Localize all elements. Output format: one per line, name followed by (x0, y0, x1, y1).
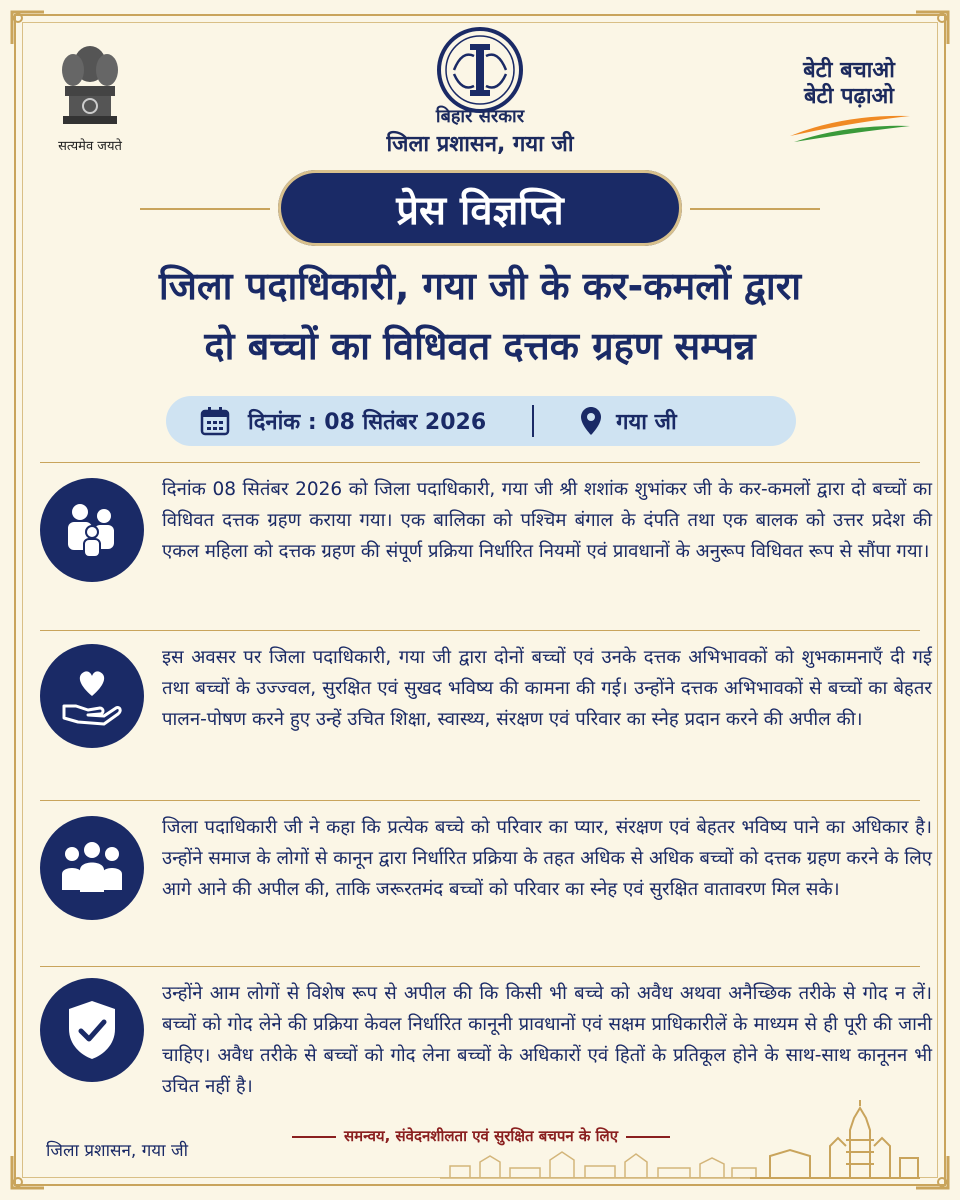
footer-issuer: जिला प्रशासन, गया जी (46, 1141, 188, 1161)
decorative-line (626, 1136, 670, 1138)
family-icon (40, 478, 144, 582)
campaign-line-1: बेटी बचाओ (803, 58, 895, 83)
date-location-bar (166, 396, 796, 446)
tagline-text: समन्वय, संवेदनशीलता एवं सुरक्षित बचपन के लिए (343, 1127, 619, 1145)
campaign-line-2: बेटी पढ़ाओ (803, 84, 895, 109)
section-divider (40, 966, 920, 967)
corner-ornament-icon (912, 8, 952, 48)
section-divider (40, 630, 920, 631)
headline-line-2: दो बच्चों का विधिवत दत्तक ग्रहण सम्पन्न (204, 324, 756, 368)
separator (532, 405, 534, 437)
temple-icon (750, 1100, 920, 1180)
emblem-caption: सत्यमेव जयते (58, 139, 122, 154)
decorative-line (140, 208, 270, 210)
headline-line-1: जिला पदाधिकारी, गया जी के कर-कमलों द्वारा (158, 264, 802, 308)
heart-hand-icon (40, 644, 144, 748)
section-best-wishes (40, 638, 930, 798)
section-text: इस अवसर पर जिला पदाधिकारी, गया जी द्वारा दोनों बच्चों एवं उनके दत्तक अभिभावकों को शुभकामनाएँ दी गई तथा बच्चों के उज्ज्वल, सुरक्षित एवं सुखद भविष्य की कामना की गई। उन्होंने दत्तक अभिभावकों से बच्चों का बेहतर पालन-पोषण करने हुए उन्हें उचित शिक्षा, स्वास्थ्य, संरक्षण एवं परिवार का स्नेह प्रदान करने की अपील की। (162, 647, 932, 730)
calendar-icon (200, 406, 230, 436)
release-location: गया जी (616, 410, 677, 435)
press-release-label: प्रेस विज्ञप्ति (278, 170, 682, 246)
section-divider (40, 462, 920, 463)
shield-check-icon (40, 978, 144, 1082)
bihar-government-logo-icon (436, 26, 524, 114)
decorative-line (292, 1136, 336, 1138)
government-name: बिहार सरकार (435, 106, 525, 127)
section-adoption-details (40, 470, 930, 630)
district-administration-name: जिला प्रशासन, गया जी (386, 132, 574, 157)
beti-bachao-logo (784, 58, 914, 148)
release-date: दिनांक : 08 सितंबर 2026 (248, 410, 487, 435)
tricolor-swoosh-icon (784, 110, 914, 144)
headline (0, 256, 960, 376)
section-text: दिनांक 08 सितंबर 2026 को जिला पदाधिकारी, गया जी श्री शशांक शुभांकर जी के कर-कमलों द्वारा दो बच्चों का विधिवत दत्तक ग्रहण कराया गया। एक बालिका को पश्चिम बंगाल के दंपति तथा एक बालक को उत्तर प्रदेश की एकल महिला को दत्तक ग्रहण की संपूर्ण प्रक्रिया निर्धारित नियमों एवं प्रावधानों के अनुरूप विधिवत रूप से सौंपा गया। (162, 479, 932, 562)
town-skyline-icon (440, 1142, 760, 1180)
section-right-to-family (40, 808, 930, 968)
corner-ornament-icon (8, 1152, 48, 1192)
section-text: जिला पदाधिकारी जी ने कहा कि प्रत्येक बच्चे को परिवार का प्यार, संरक्षण एवं बेहतर भविष्य पाने का अधिकार है। उन्होंने समाज के लोगों से कानून द्वारा निर्धारित प्रक्रिया के तहत अधिक से अधिक बच्चों को दत्तक ग्रहण करने के लिए आगे आने की अपील की, ताकि जरूरतमंद बच्चों को परिवार का स्नेह एवं सुरक्षित वातावरण मिल सके। (162, 817, 932, 900)
press-release-banner (0, 170, 960, 246)
decorative-line (690, 208, 820, 210)
section-divider (40, 800, 920, 801)
location-pin-icon (580, 406, 602, 436)
section-text: उन्होंने आम लोगों से विशेष रूप से अपील की कि किसी भी बच्चे को अवैध अथवा अनैच्छिक तरीके से गोद न लें। बच्चों को गोद लेने की प्रक्रिया केवल निर्धारित कानूनी प्रावधानों एवं सक्षम प्राधिकारीलें के माध्यम से ही पूरी की जानी चाहिए। अवैध तरीके से बच्चों को गोद लेना बच्चों के अधिकारों एवं हितों के प्रतिकूल होने के साथ-साथ कानूनन भी उचित नहीं है। (162, 983, 932, 1097)
group-icon (40, 816, 144, 920)
